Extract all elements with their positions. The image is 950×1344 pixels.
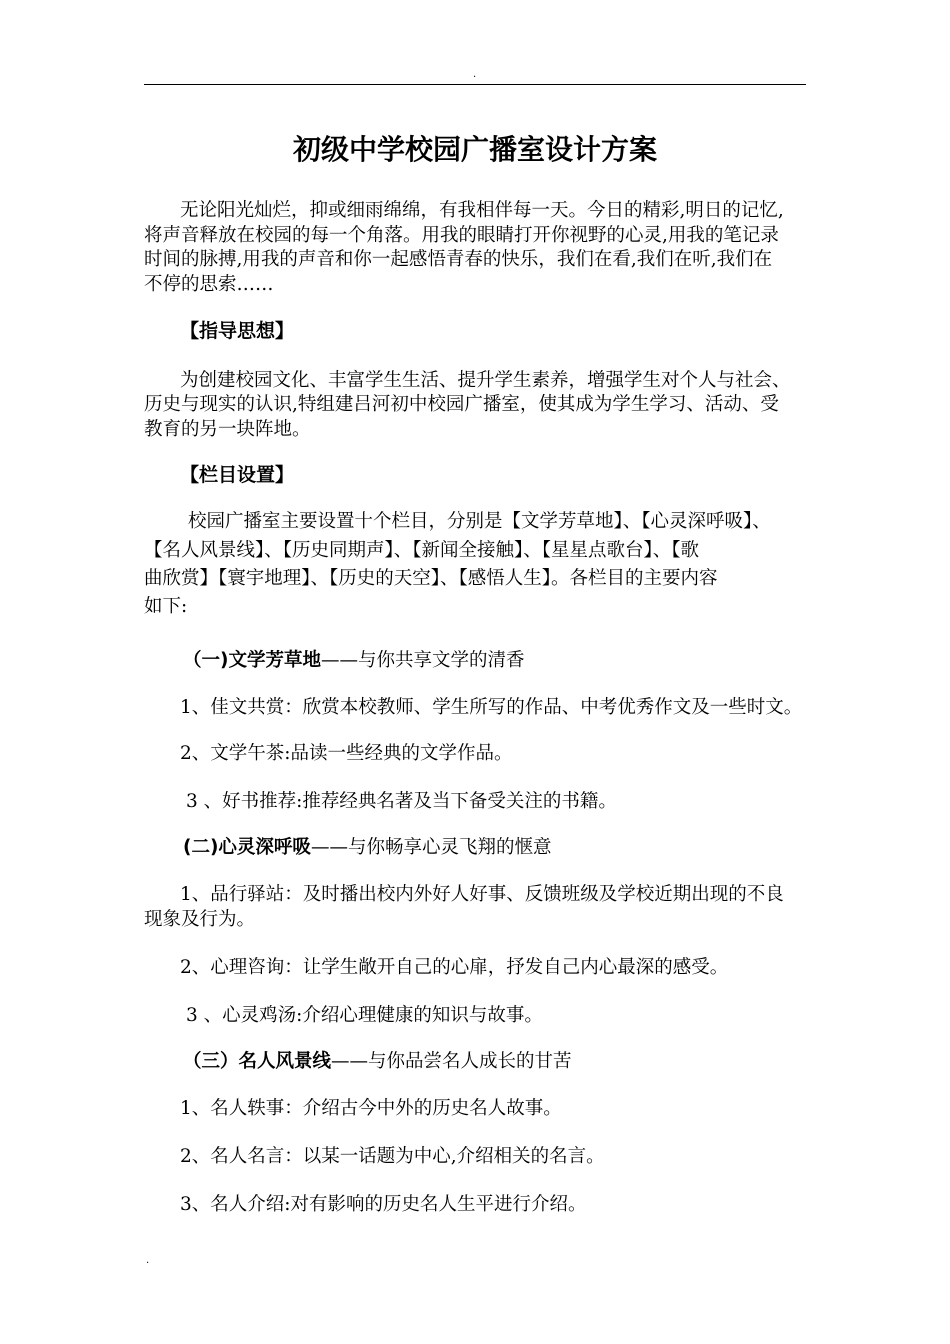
section-2-name: 心灵深呼吸 [218,837,311,858]
section-2-item-1-cont: 现象及行为。 [144,909,256,930]
guide-line-2: 历史与现实的认识,特组建吕河初中校园广播室，使其成为学生学习、活动、受 [144,394,779,415]
intro-line-3: 时间的脉搏,用我的声音和你一起感悟青春的快乐，我们在看,我们在听,我们在 [144,249,773,270]
header-rule [144,84,806,85]
columns-line-1: 校园广播室主要设置十个栏目，分别是【文学芳草地】、【心灵深呼吸】、 [188,511,771,532]
section-3-number: （三） [183,1051,239,1072]
section-3-tagline: ——与你品尝名人成长的甘苦 [331,1051,572,1072]
section-2-item-2: 2、心理咨询：让学生敞开自己的心扉，抒发自己内心最深的感受。 [180,957,729,978]
section-1-item-2: 2、文学午茶:品读一些经典的文学作品。 [180,743,513,764]
guide-line-3: 教育的另一块阵地。 [144,419,311,440]
header-dot: . [473,69,477,80]
section-3-name: 名人风景线 [238,1051,332,1072]
document-title: 初级中学校园广播室设计方案 [292,133,657,166]
columns-line-2: 【名人风景线】、【历史同期声】、【新闻全接触】、【星星点歌台】、【歌 [144,540,700,561]
section-1-heading [183,648,849,673]
section-1-number: （一) [183,650,229,671]
section-1-name: 文学芳草地 [228,650,321,671]
guide-heading: 【指导思想】 [180,320,295,342]
columns-line-3: 曲欣赏】【寰宇地理】、【历史的天空】、【感悟人生】。各栏目的主要内容 [144,568,718,589]
section-2-tagline: ——与你畅享心灵飞翔的惬意 [310,837,552,858]
intro-line-4: 不停的思索…… [144,274,274,295]
section-3-item-1: 1、名人轶事：介绍古今中外的历史名人故事。 [180,1098,562,1119]
section-1-item-3: 3 、好书推荐:推荐经典名著及当下备受关注的书籍。 [186,791,617,812]
columns-line-4: 如下: [144,596,188,617]
section-2-number: (二) [183,837,219,858]
section-1-tagline: ——与你共享文学的清香 [320,650,525,671]
intro-line-1: 无论阳光灿烂，抑或细雨绵绵，有我相伴每一天。今日的精彩,明日的记忆, [180,200,784,221]
footer-dot: . [146,1255,150,1266]
section-2-item-1: 1、品行驿站：及时播出校内外好人好事、反馈班级及学校近期出现的不良 [180,884,784,905]
columns-heading: 【栏目设置】 [180,464,295,486]
section-3-heading [183,1049,849,1074]
section-3-item-2: 2、名人名言：以某一话题为中心,介绍相关的名言。 [180,1146,605,1167]
section-2-item-3: 3 、心灵鸡汤:介绍心理健康的知识与故事。 [186,1005,543,1026]
guide-line-1: 为创建校园文化、丰富学生生活、提升学生素养，增强学生对个人与社会、 [180,370,791,391]
section-1-item-1: 1、佳文共赏：欣赏本校教师、学生所写的作品、中考优秀作文及一些时文。 [180,697,803,718]
section-2-heading [183,835,849,860]
intro-line-2: 将声音释放在校园的每一个角落。用我的眼睛打开你视野的心灵,用我的笔记录 [144,225,779,246]
section-3-item-3: 3、名人介绍:对有影响的历史名人生平进行介绍。 [180,1194,587,1215]
